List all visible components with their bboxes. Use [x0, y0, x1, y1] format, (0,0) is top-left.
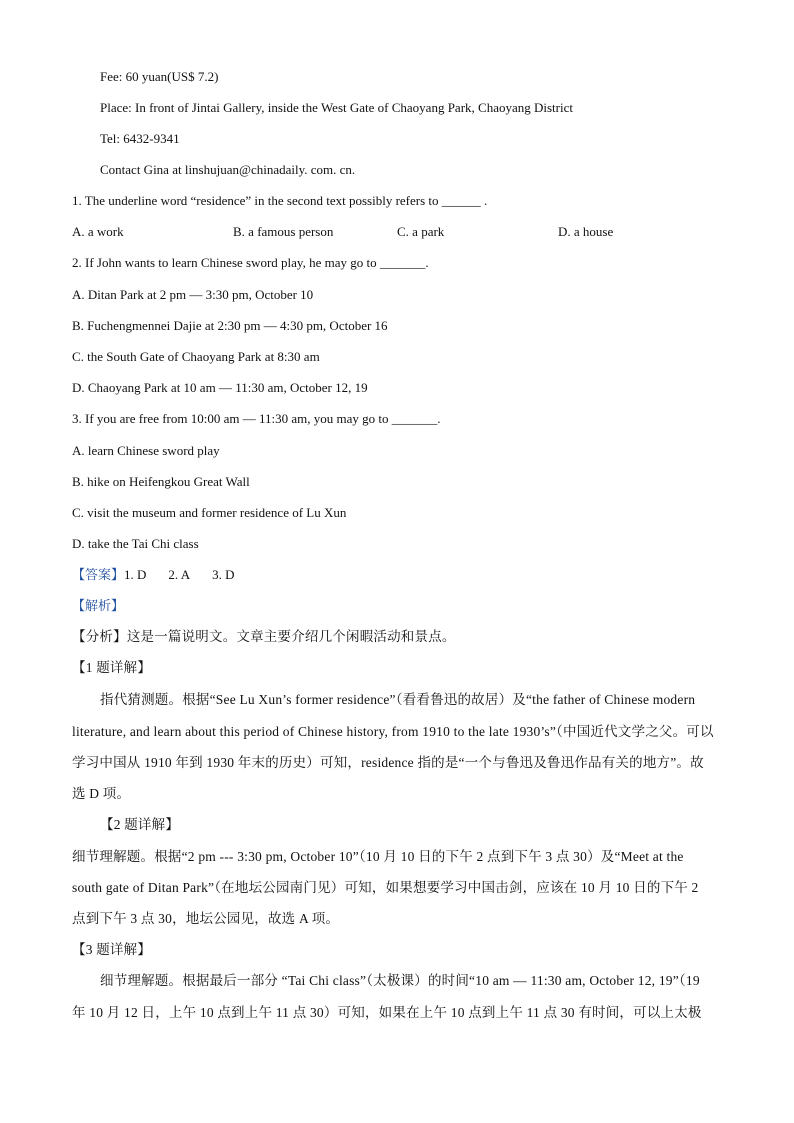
q1-detail-line-1: 指代猜测题。根据“See Lu Xun’s former residence”（看看鲁迅的故居）及“the father of Chinese modern: [100, 692, 696, 707]
summary-line: [72, 629, 456, 645]
q2-option-b: B. Fuchengmennei Dajie at 2:30 pm — 4:30 pm, October 16: [72, 318, 388, 333]
answer-line: [72, 567, 256, 583]
contact-line: Contact Gina at linshujuan@chinadaily. com. cn.: [100, 162, 356, 177]
question-2-stem: 2. If John wants to learn Chinese sword play, he may go to _______.: [72, 255, 429, 270]
q1-detail-line-2: literature, and learn about this period of Chinese history, from 1910 to the late 1930’s”（中国近代文学之父。可以: [72, 724, 714, 739]
q2-detail-line-2: south gate of Ditan Park”（在地坛公园南门见）可知，如果想要学习中国击剑，应该在 10 月 10 日的下午 2: [72, 880, 699, 895]
q1-detail-line-3: 学习中国从 1910 年到 1930 年末的历史）可知，residence 指的是“一个与鲁迅及鲁迅作品有关的地方”。故: [72, 755, 704, 770]
analysis-label: 【解析】: [72, 598, 125, 613]
q1-detail-line-4: 选 D 项。: [72, 786, 131, 801]
answer-2: 2. A: [168, 567, 191, 582]
answer-3: 3. D: [212, 567, 235, 582]
fee-line: Fee: 60 yuan(US$ 7.2): [100, 69, 219, 84]
q1-detail-label: 【1 题详解】: [72, 660, 152, 675]
q3-detail-label: 【3 题详解】: [72, 942, 152, 957]
q3-option-a: A. learn Chinese sword play: [72, 443, 220, 458]
q1-option-d: D. a house: [558, 224, 614, 239]
answer-label: 【答案】: [72, 567, 125, 582]
summary-label: 【分析】: [72, 629, 127, 644]
question-3-stem: 3. If you are free from 10:00 am — 11:30 am, you may go to _______.: [72, 411, 441, 426]
q3-option-d: D. take the Tai Chi class: [72, 536, 199, 551]
q1-option-c: C. a park: [397, 224, 445, 239]
tel-line: Tel: 6432-9341: [100, 131, 180, 146]
q3-detail-line-1: 细节理解题。根据最后一部分 “Tai Chi class”（太极课）的时间“10 am — 11:30 am, October 12, 19”（19: [100, 973, 700, 988]
answer-1: 1. D: [124, 567, 147, 582]
q2-option-a: A. Ditan Park at 2 pm — 3:30 pm, October 10: [72, 287, 314, 302]
summary-text: 这是一篇说明文。文章主要介绍几个闲暇活动和景点。: [126, 629, 456, 644]
q1-option-b: B. a famous person: [233, 224, 334, 239]
q1-option-a: A. a work: [72, 224, 124, 239]
q3-option-b: B. hike on Heifengkou Great Wall: [72, 474, 250, 489]
q2-option-c: C. the South Gate of Chaoyang Park at 8:30 am: [72, 349, 320, 364]
place-line: Place: In front of Jintai Gallery, inside the West Gate of Chaoyang Park, Chaoyang District: [100, 100, 573, 115]
q3-detail-line-2: 年 10 月 12 日，上午 10 点到上午 11 点 30）可知，如果在上午 10 点到上午 11 点 30 有时间，可以上太极: [72, 1005, 702, 1020]
q2-detail-line-3: 点到下午 3 点 30，地坛公园见，故选 A 项。: [72, 911, 340, 926]
q2-option-d: D. Chaoyang Park at 10 am — 11:30 am, October 12, 19: [72, 380, 368, 395]
question-1-stem: 1. The underline word “residence” in the second text possibly refers to ______ .: [72, 193, 488, 208]
q2-detail-line-1: 细节理解题。根据“2 pm --- 3:30 pm, October 10”（10 月 10 日的下午 2 点到下午 3 点 30）及“Meet at the: [72, 849, 684, 864]
q2-detail-label: 【2 题详解】: [100, 817, 180, 832]
q3-option-c: C. visit the museum and former residence of Lu Xun: [72, 505, 347, 520]
